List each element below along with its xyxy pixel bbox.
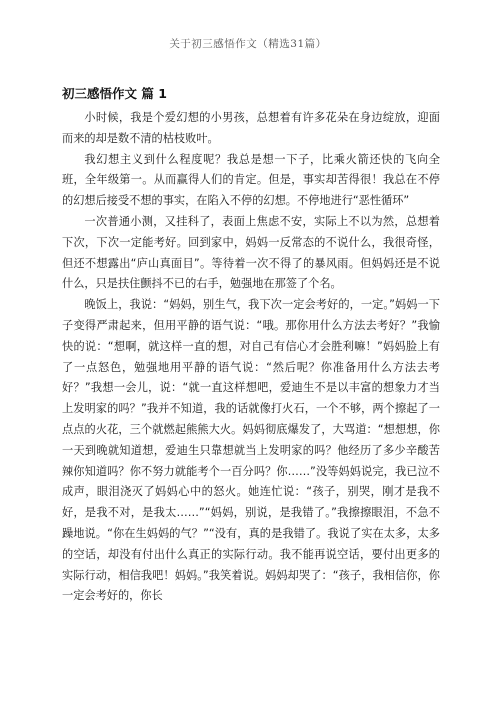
paragraph-4: 晚饭上，我说：“妈妈，别生气，我下次一定会考好的，一定。”妈妈一下子变得严肃起来，但用平静的语气说：“哦。那你用什么方法去考好？”我愉快的说：“想啊，就这样一直的想，对自己有信心才会胜利嘛！”妈妈脸上有了一点怒色，勉强地用平静的语气说：“然后呢？你准备用什么方法去考好？”我想一会儿，说：“就一直这样想吧，爱迪生不是以丰富的想象力才当上发明家的吗？”我并不知道，我的话就像打火石，一个不够，两个擦起了一点点的火花，三个就燃起熊熊大火。妈妈彻底爆发了，大骂道：“想想想，你一天到晚就知道想，爱迪生只靠想就当上发明家的吗？他经历了多少辛酸苦辣你知道吗？你不努力就能考个一百分吗？你……”没等妈妈说完，我已泣不成声，眼泪浇灭了妈妈心中的怒火。她连忙说：“孩子，别哭，刚才是我不好，是我不对，是我太……”“妈妈，别说，是我错了。”我擦擦眼泪，不急不躁地说。“你在生妈妈的气？”“没有，真的是我错了。我说了实在太多，太多的空话，却没有付出什么真正的实际行动。我不能再说空话，要付出更多的实际行动，相信我吧！妈妈。”我笑着说。妈妈却哭了：“孩子，我相信你，你一定会考好的，你长	[62, 298, 440, 603]
paragraph-2: 我幻想主义到什么程度呢？我总是想一下子，比乘火箭还快的飞向全班，全年级第一。从而赢得人们的肯定。但是，事实却苦得很！我总在不停的幻想后接受不想的事实，在陷入不停的幻想。不停地进行“恶性循环”	[62, 152, 440, 208]
document-header: 关于初三感悟作文（精选31篇）	[169, 38, 327, 50]
paragraph-1: 小时候，我是个爱幻想的小男孩，总想着有许多花朵在身边绽放，迎面而来的却是数不清的枯枝败叶。	[62, 111, 440, 145]
article-title: 初三感悟作文 篇 1	[62, 86, 167, 101]
article	[62, 84, 440, 607]
paragraph-3: 一次普通小测，又挂科了，表面上焦虑不安，实际上不以为然，总想着下次，下次一定能考好。回到家中，妈妈一反常态的不说什么，我很奇怪，但还不想露出“庐山真面目”。等待着一次不得了的暴风雨。但妈妈还是不说什么，只是扶住颤抖不已的右手，勉强地在那签了个名。	[62, 214, 440, 291]
